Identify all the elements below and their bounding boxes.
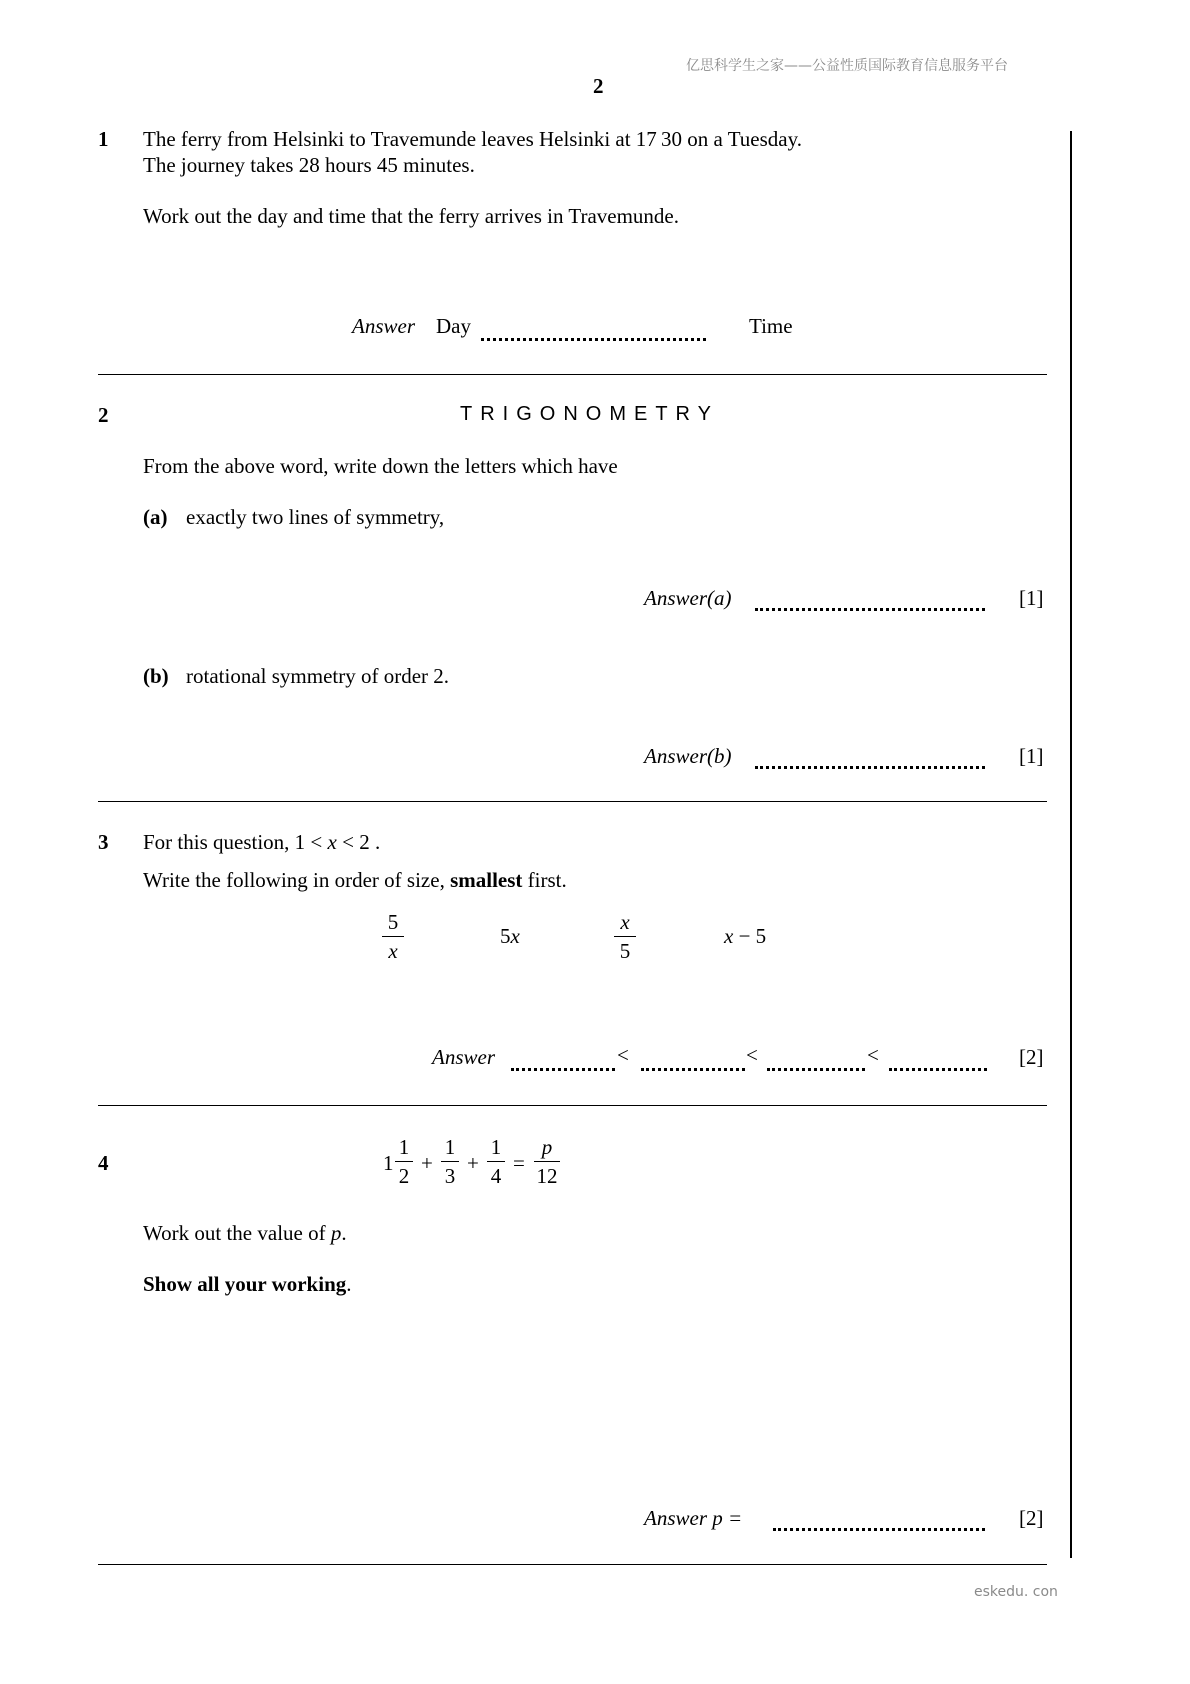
instruction-pre: Work out the value of (143, 1221, 331, 1245)
fraction-1-2 (395, 1135, 413, 1188)
part-b-label: (b) (143, 664, 169, 688)
question-instruction: Work out the day and time that the ferry arrives in Travemunde. (143, 204, 680, 228)
part-a-label: (a) (143, 505, 168, 529)
question-number: 2 (98, 403, 109, 427)
fraction-p-12 (534, 1135, 560, 1188)
expr3-denominator: 5 (619, 939, 631, 963)
plus-sign: + (467, 1151, 479, 1175)
fraction-bar (382, 936, 404, 937)
watermark-bottom: eskedu. con (974, 1584, 1058, 1600)
answer-b-label: Answer(b) (644, 744, 732, 768)
question-number: 1 (98, 127, 109, 151)
equals-sign: = (513, 1151, 525, 1175)
question-number: 3 (98, 830, 109, 854)
question-number: 4 (98, 1151, 109, 1175)
less-than: < (746, 1043, 758, 1067)
working-instruction (143, 1272, 352, 1297)
answer-label: Answer (432, 1045, 495, 1069)
marks: [2] (1019, 1045, 1044, 1069)
answer-label: Answer p = (644, 1506, 743, 1530)
fraction-bar (534, 1161, 560, 1162)
numerator: 1 (444, 1135, 456, 1159)
numerator: p (541, 1135, 553, 1159)
less-than: < (867, 1043, 879, 1067)
answer-p-line[interactable] (773, 1528, 985, 1531)
marks-b: [1] (1019, 744, 1044, 768)
part-a-text: exactly two lines of symmetry, (186, 505, 445, 529)
marks: [2] (1019, 1506, 1044, 1530)
instruction-post: . (341, 1221, 347, 1245)
fraction-bar (441, 1161, 459, 1162)
answer-slot-2[interactable] (641, 1068, 745, 1071)
divider (98, 1105, 1047, 1106)
denominator: 3 (444, 1164, 456, 1188)
part-b-text: rotational symmetry of order 2. (186, 664, 450, 688)
question-instruction (143, 1221, 347, 1246)
denominator: 2 (398, 1164, 410, 1188)
expr4-rest: − 5 (733, 924, 767, 948)
answer-label: Answer (352, 314, 415, 338)
expr1-denominator: x (388, 939, 398, 963)
fraction-bar (614, 936, 636, 937)
question-text: The ferry from Helsinki to Travemunde leaves Helsinki at 17 30 on a Tuesday. (143, 127, 802, 151)
day-label: Day (436, 314, 471, 338)
plus-sign: + (421, 1151, 433, 1175)
divider (98, 374, 1047, 375)
divider (98, 801, 1047, 802)
question-text: The journey takes 28 hours 45 minutes. (143, 153, 475, 177)
expr2-var: x (510, 924, 520, 948)
answer-slot-4[interactable] (889, 1068, 987, 1071)
question-text: From the above word, write down the letters which have (143, 454, 618, 478)
watermark-top: 亿思科学生之家——公益性质国际教育信息服务平台 (686, 58, 1008, 74)
condition-suffix: < 2 . (336, 830, 381, 854)
denominator: 12 (536, 1164, 558, 1188)
answer-b-line[interactable] (755, 766, 985, 769)
question-condition (143, 830, 380, 855)
divider (98, 1564, 1047, 1565)
instruction-bold: smallest (450, 868, 523, 892)
working-post: . (346, 1272, 352, 1296)
condition-prefix: For this question, 1 < (143, 830, 328, 854)
expr1-numerator: 5 (387, 910, 399, 934)
fraction-bar (395, 1161, 413, 1162)
denominator: 4 (490, 1164, 502, 1188)
page-number: 2 (593, 74, 604, 98)
answer-a-label: Answer(a) (644, 586, 732, 610)
answer-a-line[interactable] (755, 608, 985, 611)
fraction-1-3 (441, 1135, 459, 1188)
word-trigonometry: TRIGONOMETRY (460, 403, 719, 425)
working-bold: Show all your working (143, 1272, 347, 1296)
marks-a: [1] (1019, 586, 1044, 610)
condition-var: x (327, 830, 337, 854)
expr-x-over-5 (614, 910, 636, 963)
right-margin-line (1070, 131, 1072, 1558)
instruction-post: first. (522, 868, 567, 892)
fraction-1-4 (487, 1135, 505, 1188)
expr-5-over-x (382, 910, 404, 963)
expr-5x (500, 924, 520, 949)
time-label: Time (749, 314, 793, 338)
fraction-bar (487, 1161, 505, 1162)
answer-slot-1[interactable] (511, 1068, 615, 1071)
instruction-pre: Write the following in order of size, (143, 868, 451, 892)
instruction-var: p (330, 1221, 342, 1245)
expr-x-minus-5 (724, 924, 766, 949)
numerator: 1 (398, 1135, 410, 1159)
answer-slot-3[interactable] (767, 1068, 865, 1071)
expr2-coef: 5 (500, 924, 511, 948)
expr4-var: x (724, 924, 734, 948)
whole-number: 1 (383, 1151, 394, 1175)
day-answer-line[interactable] (481, 338, 706, 341)
expr3-numerator: x (620, 910, 630, 934)
less-than: < (617, 1043, 629, 1067)
numerator: 1 (490, 1135, 502, 1159)
question-instruction (143, 868, 567, 893)
